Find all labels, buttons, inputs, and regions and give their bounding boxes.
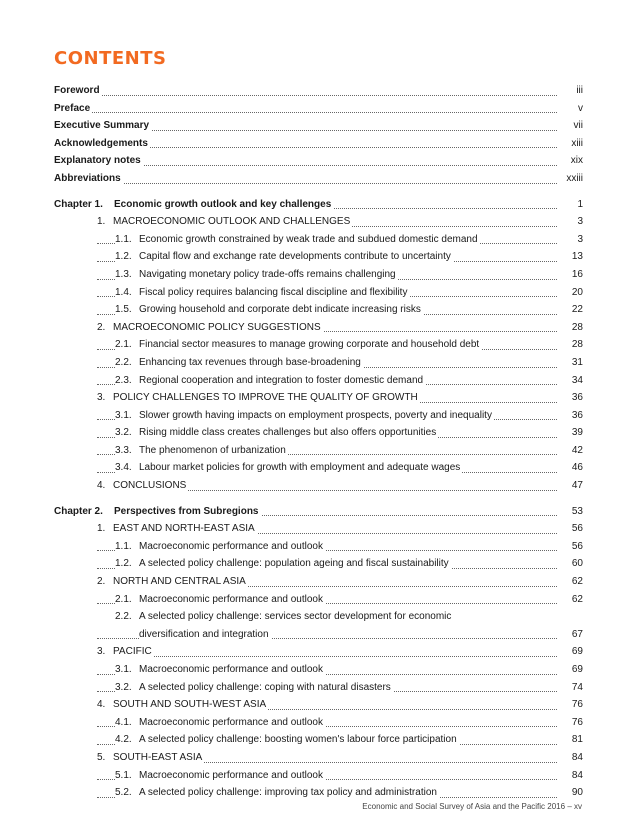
toc-subsection-item[interactable] <box>54 714 583 732</box>
toc-subsection-item[interactable] <box>54 767 583 785</box>
toc-entry-number: 1.1. <box>115 233 132 245</box>
toc-entry-text <box>115 538 325 556</box>
toc-entry-number: 5.1. <box>115 769 132 781</box>
toc-entry-text <box>54 170 123 188</box>
toc-page-number: 62 <box>569 591 583 609</box>
toc-page-number: 42 <box>569 442 583 460</box>
toc-page-number: 84 <box>569 749 583 767</box>
toc-entry-text <box>97 749 204 767</box>
toc-entry-text <box>115 284 409 302</box>
toc-subsection-item[interactable] <box>54 284 583 302</box>
toc-page-number: 20 <box>569 284 583 302</box>
table-of-contents <box>54 82 583 802</box>
toc-entry-number: 3.4. <box>115 462 132 474</box>
toc-entry-text <box>115 336 481 354</box>
toc-page-number: 53 <box>569 503 583 521</box>
toc-entry-text <box>97 573 248 591</box>
toc-page-number: 3 <box>574 231 583 249</box>
toc-entry-number: 1.5. <box>115 304 132 316</box>
section-spacer <box>54 495 583 503</box>
toc-subsection-item[interactable] <box>54 555 583 573</box>
toc-entry-label: PACIFIC <box>113 646 152 658</box>
toc-subsection-item[interactable] <box>54 266 583 284</box>
toc-entry-label: diversification and integration <box>139 628 269 640</box>
toc-entry-text <box>115 266 398 284</box>
toc-subsection-item[interactable] <box>54 301 583 319</box>
toc-page-number: 62 <box>569 573 583 591</box>
toc-entry-label: Rising middle class creates challenges but also offers opportunities <box>139 427 437 439</box>
toc-entry-number: Chapter 1. <box>54 198 103 210</box>
toc-entry-text <box>115 459 462 477</box>
toc-section-item[interactable] <box>54 520 583 538</box>
toc-entry-label: CONCLUSIONS <box>113 480 187 492</box>
toc-entry-text <box>115 714 325 732</box>
toc-entry-label: A selected policy challenge: improving tax policy and administration <box>139 787 437 799</box>
toc-entry-number: 3.2. <box>115 681 132 693</box>
dot-leader <box>54 95 557 96</box>
toc-entry-label: MACROECONOMIC POLICY SUGGESTIONS <box>113 321 321 333</box>
toc-subsection-item[interactable] <box>54 591 583 609</box>
toc-entry-label: Macroeconomic performance and outlook <box>139 664 323 675</box>
toc-entry-text <box>54 117 151 135</box>
toc-section-item[interactable] <box>54 389 583 407</box>
toc-page-number: 28 <box>569 319 583 337</box>
toc-subsection-item[interactable] <box>54 459 583 477</box>
toc-entry-label: SOUTH AND SOUTH-WEST ASIA <box>113 699 267 711</box>
toc-entry-number: 2.1. <box>115 593 132 605</box>
toc-page-number: vii <box>571 117 583 135</box>
toc-entry-label: Macroeconomic performance and outlook <box>139 769 323 781</box>
toc-page-number: 56 <box>569 538 583 556</box>
toc-entry-text <box>115 608 453 626</box>
toc-subsection-item[interactable] <box>54 679 583 697</box>
toc-entry-label: Fiscal policy requires balancing fiscal discipline and flexibility <box>139 286 408 298</box>
toc-page-number: 3 <box>574 213 583 231</box>
toc-entry-number: 4. <box>97 699 106 711</box>
toc-entry-label: Macroeconomic performance and outlook <box>139 593 323 605</box>
toc-page-number: 22 <box>569 301 583 319</box>
toc-entry-number: 1.1. <box>115 540 132 552</box>
toc-entry-label: Macroeconomic performance and outlook <box>139 540 323 552</box>
toc-page-number: xix <box>568 152 583 170</box>
toc-chapter-heading[interactable] <box>54 503 583 521</box>
toc-subsection-item[interactable] <box>54 248 583 266</box>
toc-entry-text <box>115 767 325 785</box>
dot-leader <box>54 112 557 113</box>
toc-entry-number: 3.1. <box>115 664 132 675</box>
toc-page-number: 81 <box>569 731 583 749</box>
toc-page-number: 60 <box>569 555 583 573</box>
toc-entry-label: MACROECONOMIC OUTLOOK AND CHALLENGES <box>113 216 351 228</box>
toc-entry-text <box>97 389 420 407</box>
toc-front-matter-item[interactable] <box>54 117 583 135</box>
toc-entry-text <box>54 82 102 100</box>
toc-entry-text <box>115 679 393 697</box>
toc-entry-text <box>97 643 154 661</box>
toc-subsection-item[interactable] <box>54 442 583 460</box>
toc-entry-text <box>115 442 288 460</box>
toc-page-number: 36 <box>569 407 583 425</box>
toc-entry-text <box>97 319 323 337</box>
toc-subsection-item[interactable] <box>54 538 583 556</box>
toc-entry-label: Economic growth constrained by weak trade and subdued domestic demand <box>139 233 478 245</box>
toc-entry-text <box>115 731 459 749</box>
toc-entry-label: SOUTH-EAST ASIA <box>113 751 203 763</box>
toc-entry-text <box>54 152 143 170</box>
toc-entry-label: Enhancing tax revenues through base-broadening <box>139 356 361 368</box>
toc-entry-number: 2.3. <box>115 374 132 386</box>
toc-page-number: xxiii <box>563 170 583 188</box>
toc-entry-number: 4.2. <box>115 734 132 746</box>
toc-entry-number: 1.3. <box>115 268 132 280</box>
toc-entry-text <box>115 591 325 609</box>
toc-page-number: 56 <box>569 520 583 538</box>
toc-entry-text <box>115 661 325 679</box>
toc-entry-label: Growing household and corporate debt indicate increasing risks <box>139 304 421 316</box>
toc-subsection-item[interactable] <box>54 336 583 354</box>
toc-entry-text <box>115 372 425 390</box>
toc-entry-text <box>97 696 268 714</box>
toc-entry-number: 1. <box>97 523 106 535</box>
toc-subsection-item[interactable] <box>54 731 583 749</box>
toc-entry-text <box>115 424 438 442</box>
toc-subsection-item[interactable] <box>54 407 583 425</box>
toc-page-number: 13 <box>569 248 583 266</box>
toc-entry-label: A selected policy challenge: coping with natural disasters <box>139 681 391 693</box>
toc-subsection-item[interactable] <box>54 372 583 390</box>
toc-entry-text <box>115 407 494 425</box>
toc-entry-number: 3.3. <box>115 444 132 456</box>
footer-separator: – <box>567 802 572 811</box>
toc-entry-label: A selected policy challenge: services sector development for economic <box>139 611 452 623</box>
toc-section-item[interactable] <box>54 477 583 495</box>
toc-entry-number: 5. <box>97 751 106 763</box>
toc-page-number: 84 <box>569 767 583 785</box>
toc-entry-text <box>54 196 333 214</box>
toc-page-number: iii <box>573 82 583 100</box>
toc-entry-number: 1.4. <box>115 286 132 298</box>
toc-section-item[interactable] <box>54 749 583 767</box>
toc-page-number: 1 <box>574 196 583 214</box>
toc-entry-label: Financial sector measures to manage growing corporate and household debt <box>139 339 480 351</box>
toc-entry-label: Perspectives from Subregions <box>114 505 259 517</box>
toc-page-number: 90 <box>569 784 583 802</box>
toc-entry-number: 5.2. <box>115 787 132 799</box>
toc-page-number: 76 <box>569 696 583 714</box>
toc-entry-label: NORTH AND CENTRAL ASIA <box>113 576 246 588</box>
toc-entry-label: POLICY CHALLENGES TO IMPROVE THE QUALITY OF GROWTH <box>113 392 418 404</box>
toc-page-number: 76 <box>569 714 583 732</box>
toc-subsection-item[interactable] <box>54 231 583 249</box>
toc-entry-text <box>115 555 451 573</box>
toc-entry-label: A selected policy challenge: population ageing and fiscal sustainability <box>139 558 449 570</box>
toc-entry-number: 2.2. <box>115 356 132 368</box>
toc-entry-number: 2.1. <box>115 339 132 351</box>
toc-front-matter-item[interactable] <box>54 100 583 118</box>
footer-publication: Economic and Social Survey of Asia and the Pacific 2016 <box>362 802 566 811</box>
toc-page-number: 69 <box>569 661 583 679</box>
toc-page-number: 46 <box>569 459 583 477</box>
toc-entry-text <box>115 354 363 372</box>
toc-section-item[interactable] <box>54 573 583 591</box>
toc-page-number: v <box>575 100 583 118</box>
toc-page-number: 47 <box>569 477 583 495</box>
toc-page-number: 31 <box>569 354 583 372</box>
toc-subsection-item[interactable] <box>54 608 583 626</box>
toc-entry-number: 2. <box>97 576 106 588</box>
toc-entry-label: EAST AND NORTH-EAST ASIA <box>113 523 255 535</box>
toc-entry-number: 4.1. <box>115 716 132 728</box>
toc-page-number: 28 <box>569 336 583 354</box>
toc-page-number: 39 <box>569 424 583 442</box>
toc-front-matter-item[interactable] <box>54 82 583 100</box>
toc-entry-number: 2.2. <box>115 611 132 623</box>
toc-section-item[interactable] <box>54 213 583 231</box>
toc-entry-text <box>115 784 439 802</box>
toc-page-number: 34 <box>569 372 583 390</box>
toc-page-number: 69 <box>569 643 583 661</box>
toc-entry-label: Acknowledgements <box>54 137 148 149</box>
toc-entry-text <box>54 100 92 118</box>
toc-entry-label: Macroeconomic performance and outlook <box>139 716 323 728</box>
toc-entry-label: Economic growth outlook and key challenges <box>114 198 332 210</box>
toc-subsection-item[interactable] <box>54 661 583 679</box>
toc-entry-text <box>115 301 423 319</box>
toc-subsection-item[interactable] <box>54 784 583 802</box>
toc-entry-label: Slower growth having impacts on employment prospects, poverty and inequality <box>139 409 492 421</box>
toc-entry-text <box>115 231 480 249</box>
toc-chapter-heading[interactable] <box>54 196 583 214</box>
toc-entry-text <box>97 213 352 231</box>
section-spacer <box>54 188 583 196</box>
toc-entry-text <box>139 626 271 644</box>
toc-entry-number: 3. <box>97 646 106 658</box>
toc-entry-text <box>54 135 150 153</box>
toc-section-item[interactable] <box>54 319 583 337</box>
toc-entry-number: 1.2. <box>115 251 132 263</box>
toc-page-number: 16 <box>569 266 583 284</box>
dot-leader <box>97 656 557 657</box>
dot-leader <box>54 183 557 184</box>
toc-section-item[interactable] <box>54 696 583 714</box>
toc-section-item[interactable] <box>54 643 583 661</box>
toc-entry-number: 3.2. <box>115 427 132 439</box>
toc-subsection-item[interactable] <box>54 354 583 372</box>
toc-entry-number: 3.1. <box>115 409 132 421</box>
toc-subsection-item[interactable] <box>54 424 583 442</box>
toc-entry-label: Preface <box>54 102 91 114</box>
toc-front-matter-item[interactable] <box>54 170 583 188</box>
toc-entry-number: 2. <box>97 321 106 333</box>
page-title: CONTENTS <box>54 48 167 69</box>
toc-entry-text <box>54 503 261 521</box>
toc-entry-text <box>97 477 188 495</box>
toc-front-matter-item[interactable] <box>54 135 583 153</box>
toc-entry-label: The phenomenon of urbanization <box>139 444 286 456</box>
page-footer <box>362 802 582 811</box>
toc-page-number: 74 <box>569 679 583 697</box>
toc-entry-number: 1. <box>97 216 106 228</box>
toc-entry-text <box>115 248 453 266</box>
toc-entry-number: Chapter 2. <box>54 505 103 517</box>
toc-entry-label: Explanatory notes <box>54 155 141 167</box>
toc-entry-label: Regional cooperation and integration to foster domestic demand <box>139 374 424 386</box>
toc-front-matter-item[interactable] <box>54 152 583 170</box>
footer-page-number: xv <box>574 802 582 811</box>
toc-entry-label: A selected policy challenge: boosting women's labour force participation <box>139 734 457 746</box>
toc-entry-label: Navigating monetary policy trade-offs remains challenging <box>139 268 396 280</box>
toc-subsection-continuation[interactable] <box>54 626 583 644</box>
toc-entry-label: Labour market policies for growth with employment and adequate wages <box>139 462 461 474</box>
toc-page-number: 67 <box>569 626 583 644</box>
toc-page-number: 36 <box>569 389 583 407</box>
toc-entry-label: Abbreviations <box>54 172 121 184</box>
toc-entry-number: 4. <box>97 480 106 492</box>
toc-entry-label: Capital flow and exchange rate developments contribute to uncertainty <box>139 251 451 263</box>
toc-entry-number: 1.2. <box>115 558 132 570</box>
toc-entry-text <box>97 520 257 538</box>
toc-entry-label: Foreword <box>54 85 100 96</box>
toc-page-number: xiii <box>568 135 583 153</box>
toc-entry-label: Executive Summary <box>54 120 150 132</box>
toc-entry-number: 3. <box>97 392 106 404</box>
